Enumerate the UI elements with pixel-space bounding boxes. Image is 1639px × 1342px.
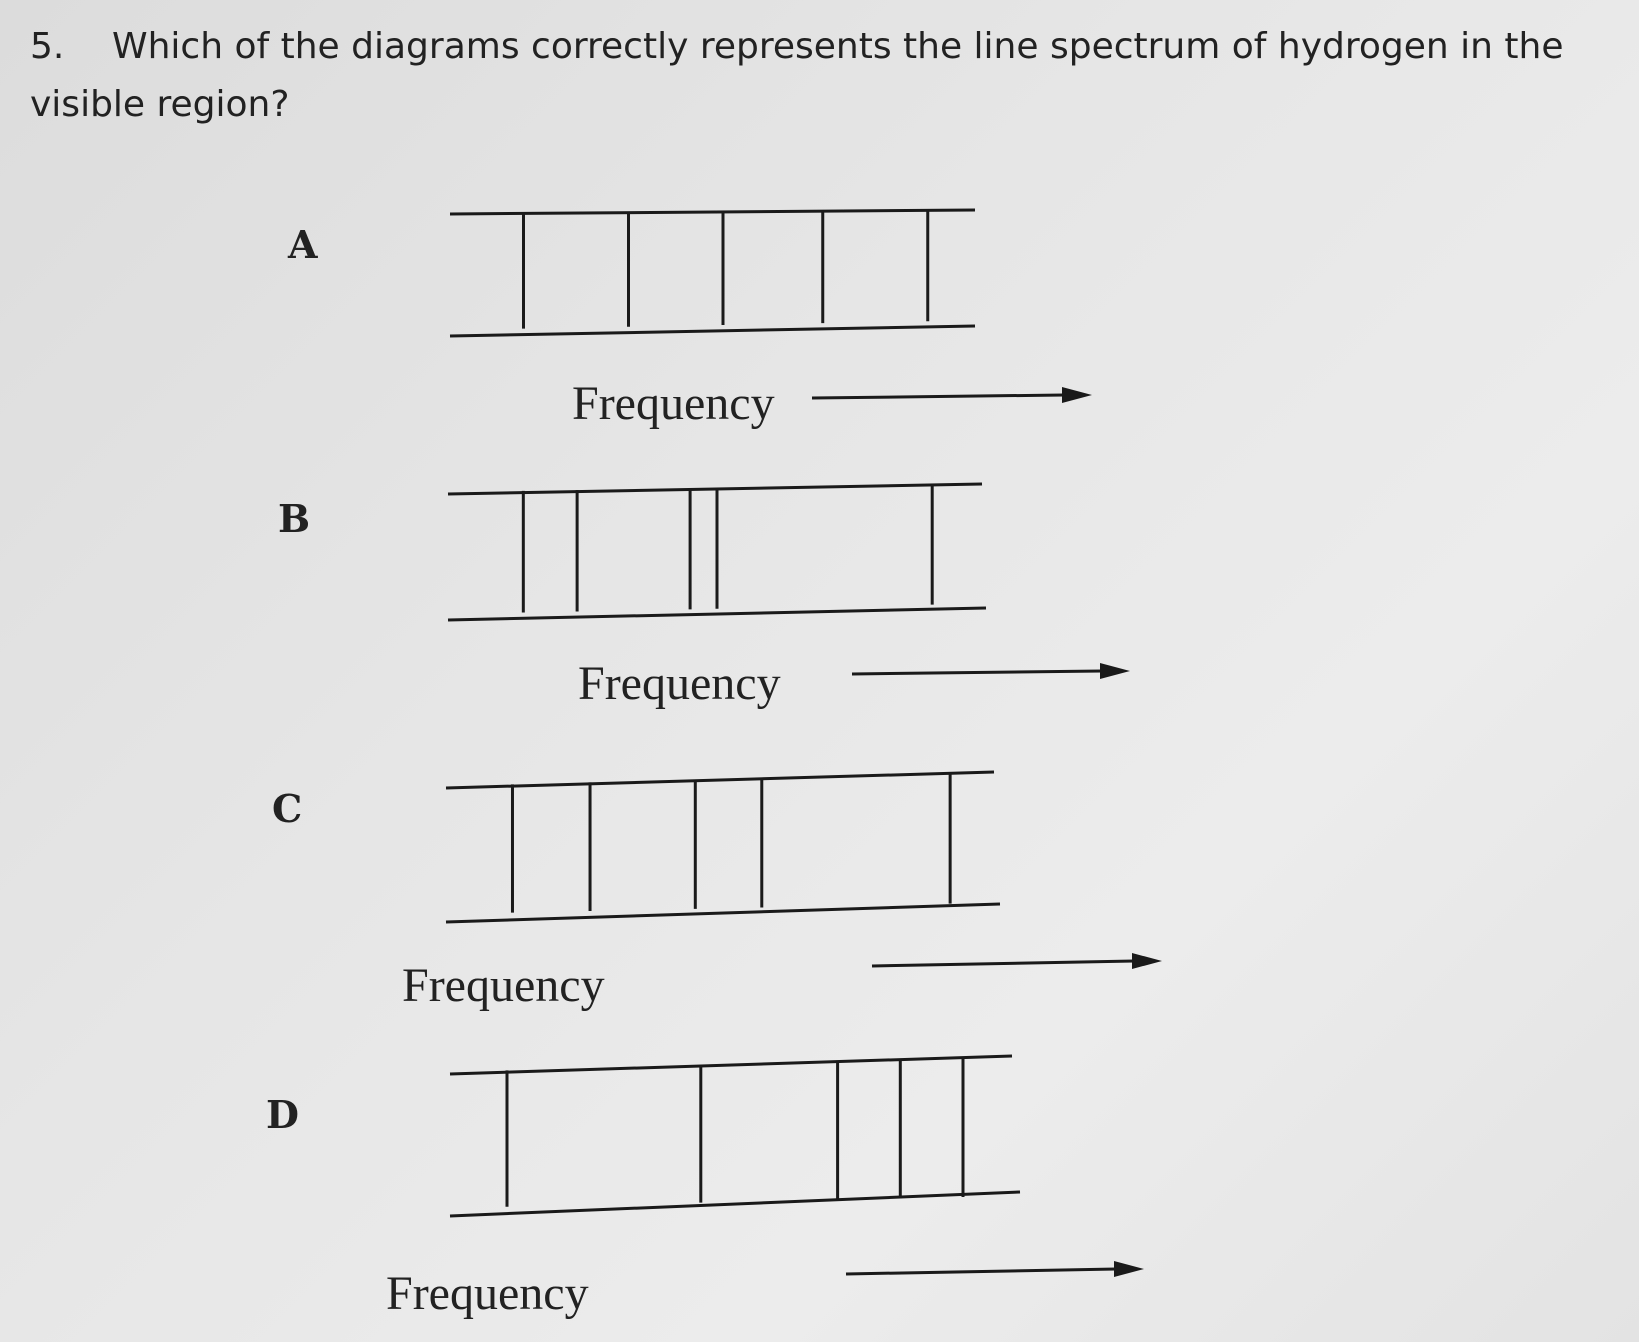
spectrum-bottom-rule (448, 608, 986, 620)
question (30, 18, 1620, 134)
frequency-label-d: Frequency (386, 1267, 589, 1320)
question-number: 5. (30, 26, 65, 67)
frequency-arrow-c (872, 950, 1164, 972)
spectrum-bottom-rule (450, 326, 975, 336)
spectrum-bottom-rule (446, 904, 1000, 922)
frequency-label-c: Frequency (402, 959, 605, 1012)
spectrum-top-rule (446, 772, 994, 788)
spectrum-bottom-rule (450, 1192, 1020, 1216)
frequency-label-a: Frequency (572, 377, 775, 430)
question-text: Which of the diagrams correctly represents the line spectrum of hydrogen in the visible region? (30, 26, 1564, 125)
spectrum-diagram-a (450, 210, 975, 336)
spectrum-top-rule (450, 1056, 1012, 1074)
option-letter-b: B (278, 496, 311, 541)
frequency-arrow-d (846, 1256, 1146, 1280)
spectrum-diagram-b (448, 484, 986, 620)
option-letter-d: D (266, 1092, 299, 1137)
spectrum-top-rule (450, 210, 975, 214)
frequency-arrow-b (852, 660, 1134, 682)
spectrum-diagram-c (446, 772, 1000, 922)
spectrum-diagram-d (450, 1056, 1020, 1216)
spectrum-top-rule (448, 484, 982, 494)
option-letter-c: C (272, 786, 303, 831)
frequency-arrow-a (812, 384, 1094, 406)
frequency-label-b: Frequency (578, 657, 781, 710)
option-letter-a: A (288, 222, 318, 267)
